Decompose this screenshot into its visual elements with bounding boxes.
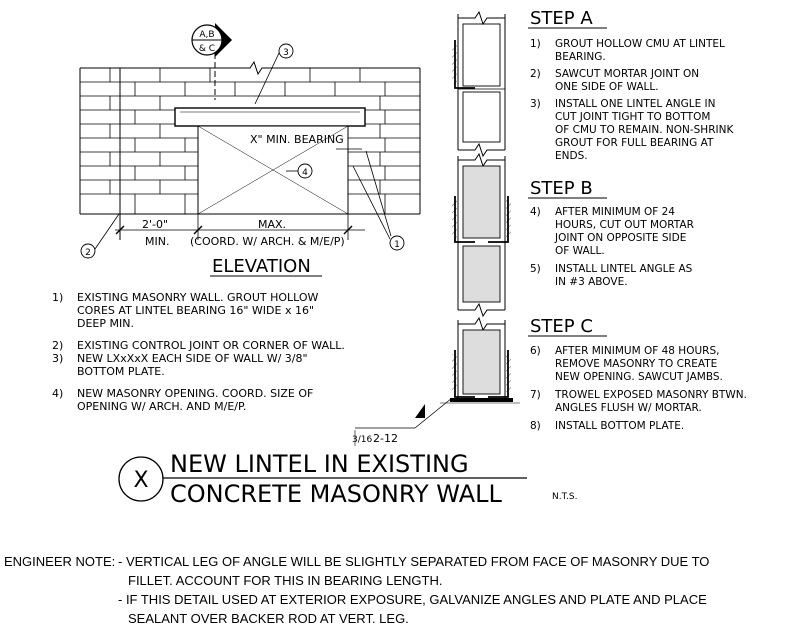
elevation-title: ELEVATION (212, 256, 311, 277)
detail-title-block (119, 450, 577, 508)
section-step-a (452, 12, 505, 156)
dim-left-value: 2'-0" (142, 218, 169, 231)
step-b-title: STEP B (530, 178, 593, 199)
dim-right-value: MAX. (258, 218, 287, 231)
detail-marker: X (133, 468, 149, 493)
section-tag (192, 23, 232, 57)
callout-3 (255, 44, 293, 104)
section-step-c (440, 318, 520, 403)
section-tag-top: A,B (199, 30, 215, 40)
step-b (528, 178, 697, 288)
svg-text:1: 1 (394, 240, 400, 250)
weld-fraction: 3/16 (352, 435, 373, 445)
bearing-label: X" MIN. BEARING (250, 133, 344, 146)
engineer-note-label: ENGINEER NOTE: (4, 554, 116, 569)
detail-title-line2: CONCRETE MASONRY WALL (170, 480, 502, 508)
weld-spec: 2-12 (373, 432, 398, 445)
svg-text:4: 4 (302, 168, 308, 178)
keynote-3: 3) NEW LXxXxX EACH SIDE OF WALL W/ 3/8" BOTTOM PLATE. (52, 352, 308, 378)
engineer-note-line-4: SEALANT OVER BACKER ROD AT VERT. LEG. (128, 611, 409, 626)
svg-text:3: 3 (283, 48, 289, 58)
scale-label: N.T.S. (552, 492, 578, 502)
keynotes (52, 291, 345, 413)
engineer-note-line-3: - IF THIS DETAIL USED AT EXTERIOR EXPOSURE, GALVANIZE ANGLES AND PLATE AND PLACE (118, 592, 707, 607)
svg-text:4) AFTER MINIMUM OF 24: 4) AFTER MINIMUM OF 24 HOURS, CUT OUT MORTAR JOINT ON OPPOSITE SIDE OF WALL. 5) INSTALL LINTEL ANGLE AS IN #3 ABOVE. (530, 206, 694, 288)
bottom-plate (450, 398, 513, 402)
keynote-1: 1) EXISTING MASONRY WALL. GROUT HOLLOW CORES AT LINTEL BEARING 16" WIDE x 16" DEEP MIN. (52, 291, 319, 330)
step-c (528, 316, 750, 432)
step-c-title: STEP C (530, 316, 593, 337)
svg-text:2: 2 (85, 248, 91, 258)
callout-2 (81, 214, 119, 258)
engineer-note-line-2: FILLET. ACCOUNT FOR THIS IN BEARING LENGTH. (128, 573, 443, 588)
keynote-4: 4) NEW MASONRY OPENING. COORD. SIZE OF OPENING W/ ARCH. AND M/E/P. (52, 387, 314, 413)
section-step-b (452, 154, 511, 316)
step-a-title: STEP A (530, 8, 593, 29)
keynote-2: 2) EXISTING CONTROL JOINT OR CORNER OF WALL. (52, 339, 345, 352)
dim-right-sub: (COORD. W/ ARCH. & M/E/P) (190, 235, 345, 248)
dim-left-sub: MIN. (145, 235, 170, 248)
section-tag-bottom: & C (198, 44, 216, 54)
detail-title-line1: NEW LINTEL IN EXISTING (170, 450, 469, 478)
svg-text:1) GROUT HOLLOW CMU AT L: 1) GROUT HOLLOW CMU AT LINTEL BEARING. 2) SAWCUT MORTAR JOINT ON ONE SIDE OF WALL. 3) INSTALL ONE LINTEL ANGLE IN CUT JOINT TIGHT TO BOTTOM OF CMU TO REMAIN. NON-SHRINK GROUT FOR FULL BEARING AT ENDS. (530, 38, 734, 162)
weld-symbol (352, 398, 452, 446)
engineer-note (4, 554, 709, 626)
step-a (528, 8, 737, 162)
engineer-note-line-1: - VERTICAL LEG OF ANGLE WILL BE SLIGHTLY SEPARATED FROM FACE OF MASONRY DUE TO (118, 554, 710, 569)
svg-text:6) AFTER MINIMUM OF 48 H: 6) AFTER MINIMUM OF 48 HOURS, REMOVE MASONRY TO CREATE NEW OPENING. SAWCUT JAMBS. 7) TROWEL EXPOSED MASONRY BTWN. ANGLES FLUSH W/ MORTAR. 8) INSTALL BOTTOM PLATE. (530, 345, 747, 432)
lintel-angle (175, 108, 365, 126)
